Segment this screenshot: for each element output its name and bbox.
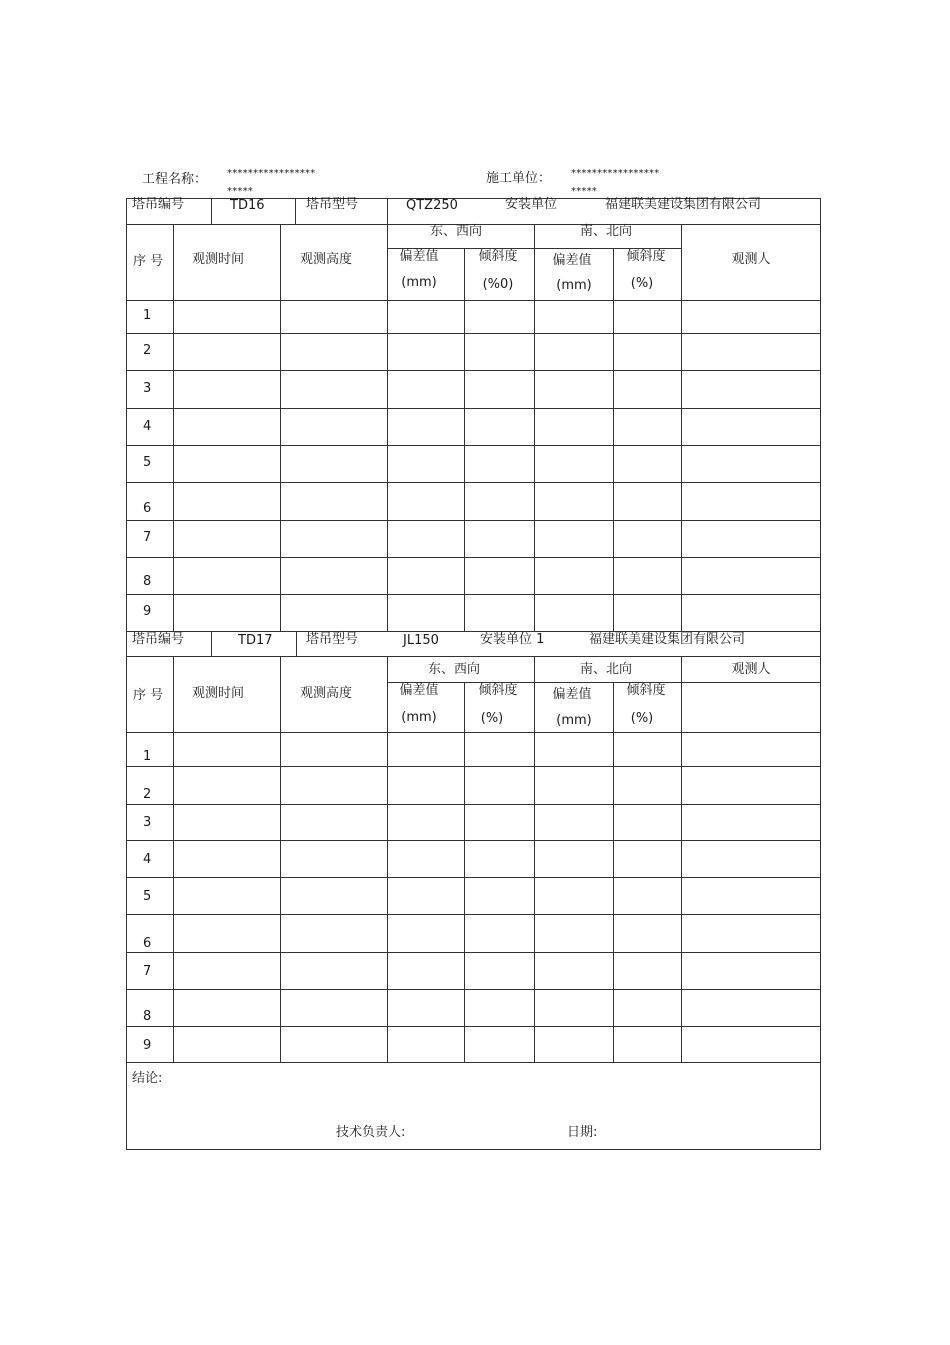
crane-model-value: JL150 [403,633,439,648]
row-number: 7 [143,530,152,545]
ns-deviation-header: 偏差值 [552,253,592,268]
observer-header: 观测人 [731,662,771,677]
ns-tilt-unit: (%) [630,711,654,726]
obs-time-header: 观测时间 [192,252,245,267]
ew-tilt-header: 倾斜度 [478,683,518,698]
row-number: 9 [143,604,152,619]
installer-label: 安装单位 1 [480,632,545,647]
ns-tilt-header: 倾斜度 [626,249,666,264]
row-number: 2 [143,787,152,802]
row-number: 6 [143,936,152,951]
row-number: 9 [143,1038,152,1053]
contractor-label: 施工单位： [486,171,552,186]
tech-lead-label: 技术负责人: [336,1125,406,1140]
ew-deviation-header: 偏差值 [399,249,439,264]
east-west-header: 东、西向 [429,224,483,239]
ew-tilt-unit: (%0) [482,277,514,292]
conclusion-label: 结论: [132,1071,163,1086]
installer-label: 安装单位 [505,197,558,212]
ns-deviation-unit: (mm) [556,713,592,728]
seq-header: 序 号 [133,688,164,703]
ew-deviation-unit: (mm) [401,275,437,290]
row-number: 5 [143,455,152,470]
crane-model-label: 塔吊型号 [306,632,359,647]
ns-tilt-unit: (%) [630,276,654,291]
ew-tilt-unit: (%) [480,711,504,726]
row-number: 7 [143,964,152,979]
row-number: 6 [143,501,152,516]
project-name-value-cont: ***** [227,186,253,197]
north-south-header: 南、北向 [579,224,633,239]
ns-deviation-unit: (mm) [556,278,592,293]
row-number: 4 [143,852,152,867]
installer-value: 福建联美建设集团有限公司 [589,632,746,647]
crane-model-label: 塔吊型号 [306,197,359,212]
row-number: 3 [143,381,152,396]
crane-model-value: QTZ250 [406,198,458,213]
contractor-value: ***************** [571,168,660,179]
crane-no-value: TD16 [230,198,265,213]
ew-tilt-header: 倾斜度 [478,249,518,264]
ew-deviation-unit: (mm) [401,710,437,725]
contractor-value-cont: ***** [571,186,597,197]
north-south-header: 南、北向 [579,662,633,677]
obs-height-header: 观测高度 [300,686,353,701]
row-number: 8 [143,1009,152,1024]
row-number: 1 [143,749,152,764]
installer-value: 福建联美建设集团有限公司 [605,197,762,212]
ew-deviation-header: 偏差值 [399,683,439,698]
row-number: 8 [143,574,152,589]
crane-no-label: 塔吊编号 [132,197,185,212]
crane-no-value: TD17 [238,633,273,648]
project-name-label: 工程名称： [142,172,208,187]
obs-height-header: 观测高度 [300,252,353,267]
date-label: 日期: [567,1125,598,1140]
observer-header: 观测人 [731,252,771,267]
row-number: 5 [143,889,152,904]
row-number: 1 [143,308,152,323]
ns-deviation-header: 偏差值 [552,687,592,702]
crane-no-label: 塔吊编号 [132,632,185,647]
project-name-value: ***************** [227,168,316,179]
row-number: 2 [143,343,152,358]
row-number: 3 [143,815,152,830]
east-west-header: 东、西向 [427,662,481,677]
obs-time-header: 观测时间 [192,686,245,701]
row-number: 4 [143,419,152,434]
seq-header: 序 号 [133,254,164,269]
ns-tilt-header: 倾斜度 [626,683,666,698]
